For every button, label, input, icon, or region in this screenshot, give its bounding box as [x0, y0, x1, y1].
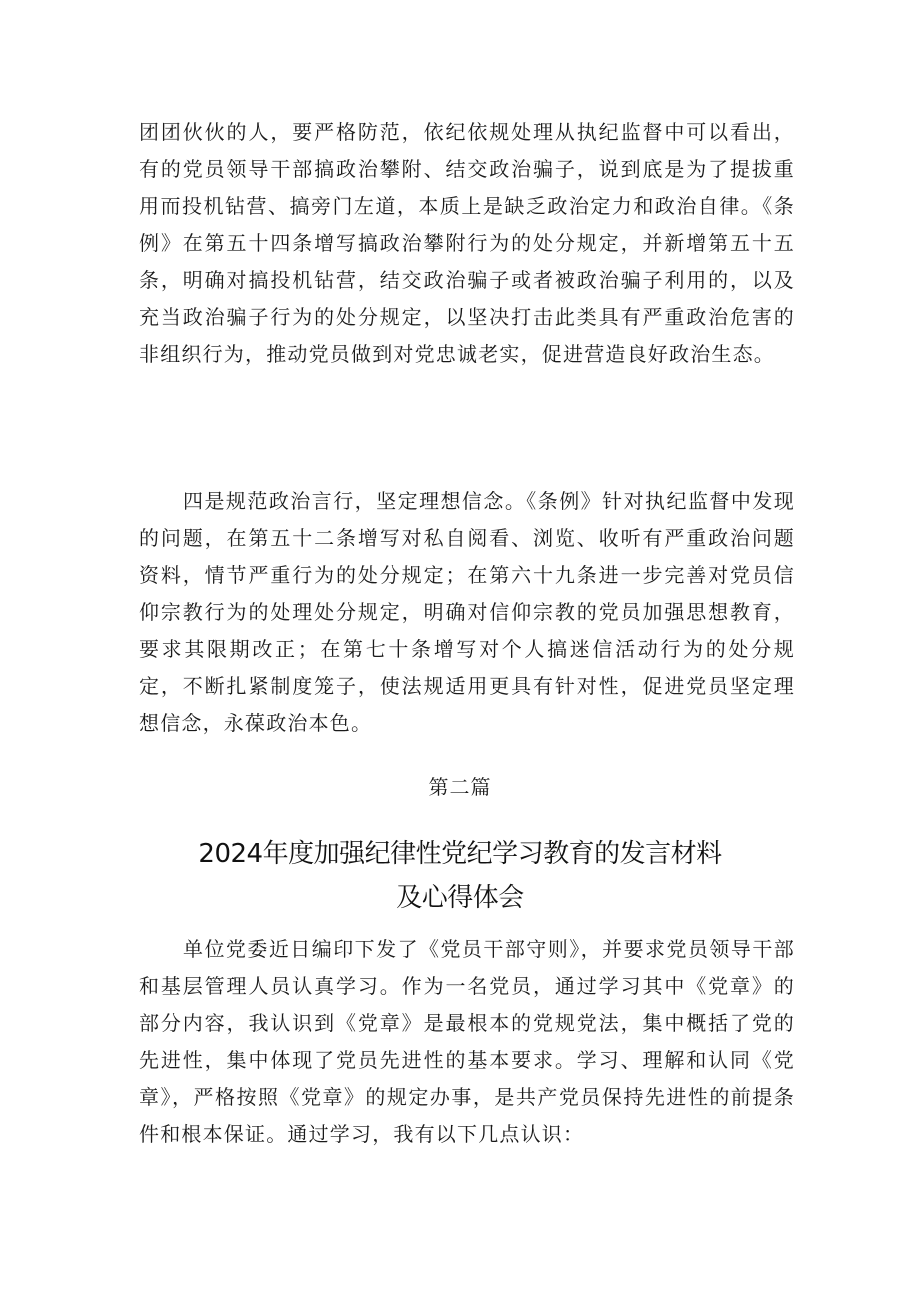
body-paragraph-3: 单位党委近日编印下发了《党员干部守则》，并要求党员领导干部和基层管理人员认真学习。作为一名党员，通过学习其中《党章》的部分内容，我认识到《党章》是最根本的党规党法，集中概括了党的先进性，集中体现了党员先进性的基本要求。学习、理解和认同《党章》，严格按照《党章》的规定办事，是共产党员保持先进性的前提条件和根本保证。通过学习，我有以下几点认识： [139, 937, 795, 1146]
document-title [0, 832, 920, 920]
document-title-line-1: 2024年度加强纪律性党纪学习教育的发言材料 [198, 839, 722, 869]
document-title-line-2: 及心得体会 [396, 883, 524, 913]
body-paragraph-2: 四是规范政治言行，坚定理想信念。《条例》针对执纪监督中发现的问题，在第五十二条增写对私自阅看、浏览、收听有严重政治问题资料，情节严重行为的处分规定；在第六十九条进一步完善对党员信仰宗教行为的处理处分规定，明确对信仰宗教的党员加强思想教育，要求其限期改正；在第七十条增写对个人搞迷信活动行为的处分规定，不断扎紧制度笼子，使法规适用更具有针对性，促进党员坚定理想信念，永葆政治本色。 [139, 489, 795, 735]
body-paragraph-1: 团团伙伙的人，要严格防范，依纪依规处理从执纪监督中可以看出，有的党员领导干部搞政治攀附、结交政治骗子，说到底是为了提拔重用而投机钻营、搞旁门左道，本质上是缺乏政治定力和政治自律。《条例》在第五十四条增写搞政治攀附行为的处分规定，并新增第五十五条，明确对搞投机钻营，结交政治骗子或者被政治骗子利用的，以及充当政治骗子行为的处分规定，以坚决打击此类具有严重政治危害的非组织行为，推动党员做到对党忠诚老实，促进营造良好政治生态。 [139, 120, 795, 366]
section-label: 第二篇 [428, 775, 492, 799]
